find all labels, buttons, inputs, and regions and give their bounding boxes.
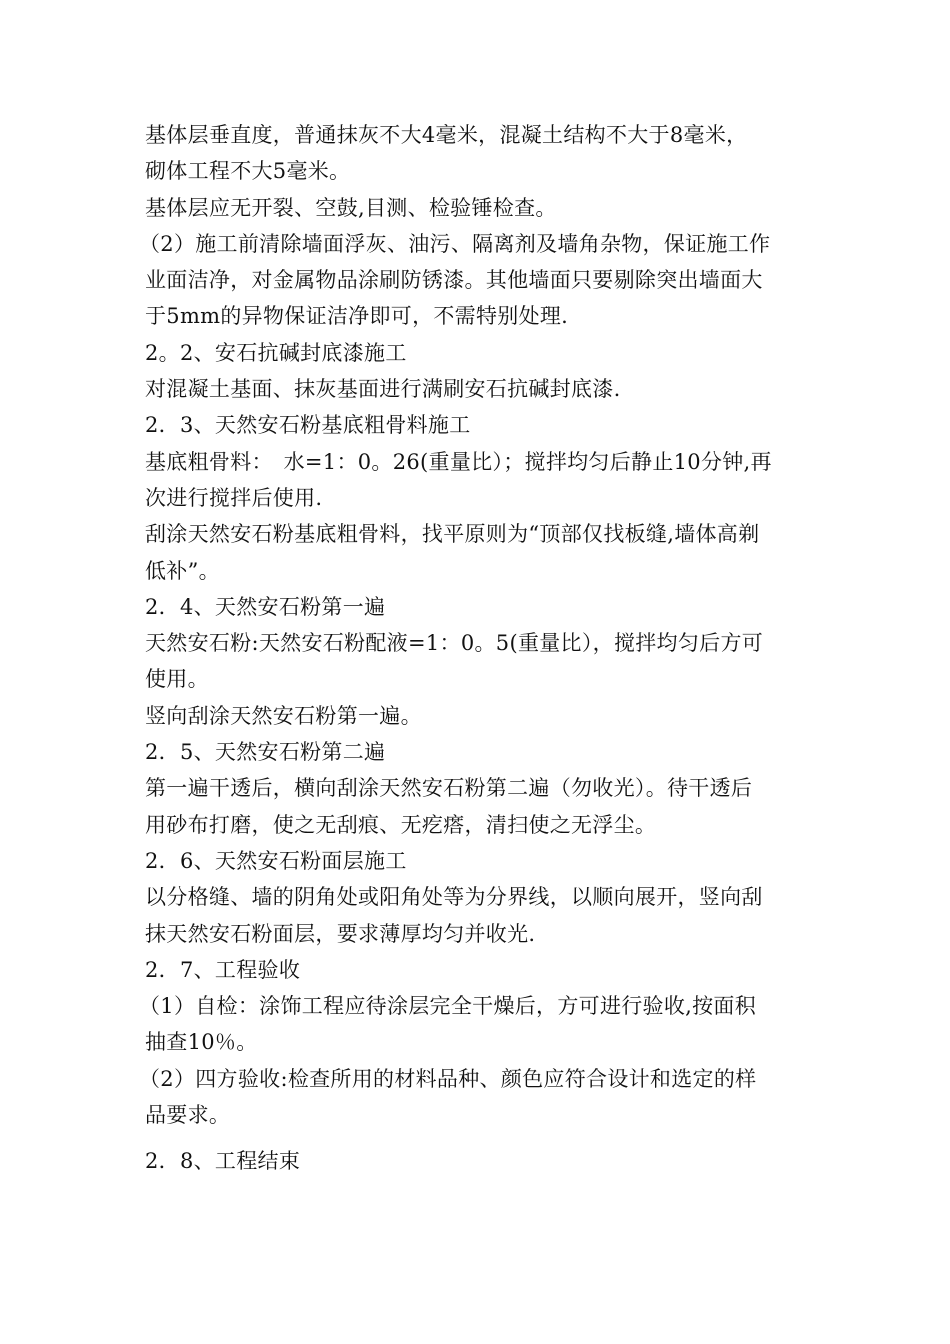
body-text-line: 使用。 (145, 667, 209, 692)
section-heading: 2．7、工程验收 (145, 957, 301, 982)
body-text-line: 抽查10％。 (145, 1030, 258, 1055)
body-text-line: 品要求。 (145, 1103, 231, 1128)
body-text-line: 天然安石粉:天然安石粉配液=1：0。5(重量比），搅拌均匀后方可 (145, 631, 764, 656)
section-heading: 2．5、天然安石粉第二遍 (145, 740, 386, 765)
body-text-line: 业面洁净，对金属物品涂刷防锈漆。其他墙面只要剔除突出墙面大 (145, 268, 763, 293)
section-heading: 2．6、天然安石粉面层施工 (145, 848, 407, 873)
body-text-line: 基体层应无开裂、空鼓,目测、检验锤检查。 (145, 195, 557, 220)
body-text-line: 基底粗骨料： 水=1：0。26(重量比）；搅拌均匀后静止10分钟,再 (145, 449, 772, 474)
section-heading: 2．3、天然安石粉基底粗骨料施工 (145, 413, 471, 438)
section-heading: 2。2、安石抗碱封底漆施工 (145, 340, 407, 365)
body-text-line: 对混凝土基面、抹灰基面进行满刷安石抗碱封底漆. (145, 377, 621, 402)
paragraph-gap (145, 1133, 810, 1143)
body-text-line: 抹天然安石粉面层，要求薄厚均匀并收光. (145, 921, 536, 946)
section-heading: 2．4、天然安石粉第一遍 (145, 594, 386, 619)
body-text-line: 以分格缝、墙的阴角处或阳角处等为分界线，以顺向展开，竖向刮 (145, 885, 763, 910)
body-text-line: （2）四方验收:检查所用的材料品种、颜色应符合设计和选定的样 (139, 1066, 757, 1091)
body-text-line: 基体层垂直度，普通抹灰不大4毫米，混凝土结构不大于8毫米， (145, 123, 748, 147)
body-text-line: （2）施工前清除墙面浮灰、油污、隔离剂及墙角杂物，保证施工作 (139, 231, 771, 256)
section-heading: 2．8、工程结束 (145, 1149, 301, 1174)
body-text-line: 次进行搅拌后使用. (145, 485, 323, 510)
body-text-line: 第一遍干透后，横向刮涂天然安石粉第二遍（勿收光）。待干透后 (145, 776, 753, 801)
body-text-line: 砌体工程不大5毫米。 (145, 159, 351, 184)
document-body (139, 117, 810, 1180)
body-text-line: 刮涂天然安石粉基底粗骨料，找平原则为“顶部仅找板缝,墙体高剃 (145, 522, 760, 547)
body-text-line: 用砂布打磨，使之无刮痕、无疙瘩，清扫使之无浮尘。 (145, 812, 657, 837)
body-text-line: （1）自检：涂饰工程应待涂层完全干燥后，方可进行验收,按面积 (139, 994, 757, 1019)
body-text-line: 低补”。 (145, 558, 220, 583)
body-text-line: 于5mm的异物保证洁净即可，不需特别处理. (145, 304, 569, 329)
body-text-line: 竖向刮涂天然安石粉第一遍。 (145, 703, 422, 728)
